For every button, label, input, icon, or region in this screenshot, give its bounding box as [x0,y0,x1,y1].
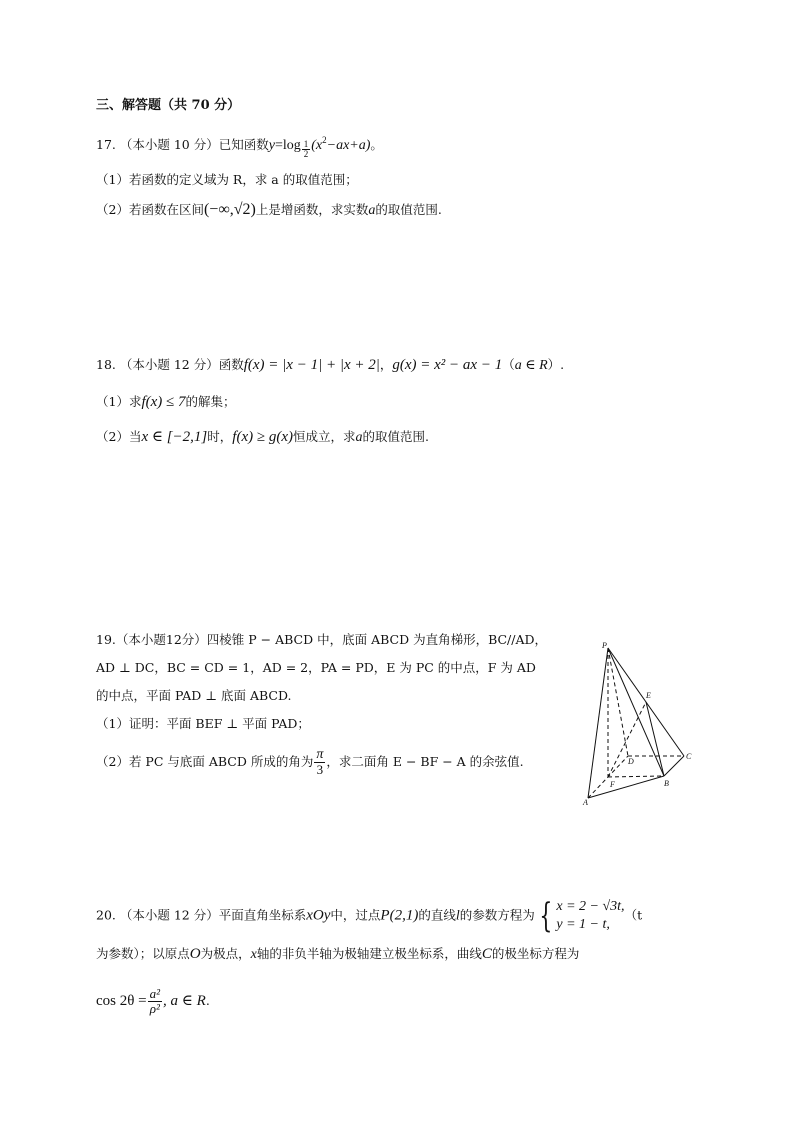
q18-part1-ineq: f(x) ≤ 7 [141,394,186,410]
q17-part2-a: （2）若函数在区间 [96,202,204,217]
q18-cond: a ∈ R [514,358,548,373]
q20-line2-d: 的极坐标方程为 [491,946,580,961]
q18-part2-ineq: f(x) ≥ g(x) [232,429,293,445]
q20-line2-a: 为参数）；以原点 [96,946,190,961]
q18-part2-c: 恒成立，求 [292,429,356,444]
q20-intro-c: 的直线 [418,907,456,923]
q20-line2-b: 为极点， [200,946,251,961]
q19-angle-fraction: $\frac{\pi}{3}$ [316,747,324,777]
q19-part1: （1）证明：平面 BEF ⊥ 平面 PAD； [96,716,310,731]
q20-polar-rhs: , a ∈ R [163,993,206,1009]
q18-number: 18. [96,357,116,372]
edge-eb [646,702,664,776]
q18-part1 [96,392,236,412]
q18-g-def: g(x) = x² − ax − 1 [392,357,503,373]
q20-eq2: y = 1 − t, [556,917,610,932]
edge-pb [608,648,664,776]
q18-line [96,355,564,376]
q20-intro-e: （t [624,907,643,923]
label-f: F [610,780,615,789]
q20-xaxis: x [250,947,257,962]
edge-bc [664,756,684,776]
q20-system [556,898,624,934]
label-e: E [646,691,651,700]
q20-intro-d: 的参数方程为 [459,907,535,923]
q19-line3: 的中点，平面 PAD ⊥ 底面 ABCD. [96,688,292,703]
q17-intro: （本小题 10 分）已知函数 [119,137,269,152]
label-a: A [583,798,588,806]
label-p: P [602,641,607,650]
q17-part2-c: 的取值范围. [375,202,442,217]
q17-log-base: $\frac{1}{2}$ [303,139,309,159]
q20-line3 [96,984,210,1018]
pyramid-figure [580,636,700,806]
q20-intro-b: 中，过点 [330,907,381,923]
q18-f-def: f(x) = |x − 1| + |x + 2| [243,357,380,373]
q20-number: 20. [96,907,116,923]
q18-cond-open: （ [502,357,515,372]
q20-origin: O [189,946,201,962]
label-c: C [686,752,692,761]
q19-part2 [96,748,524,777]
edge-fe [608,702,646,777]
q18-part2-d: 的取值范围. [362,429,429,444]
q17-formula-arg-open: (x [311,138,323,153]
q18-part2-dom: x ∈ [−2,1] [141,429,208,445]
q20-polar-fraction: $\frac{\text{a²}}{\text{ρ²}}$ [149,986,161,1016]
q17-formula-eq: =log [274,138,301,153]
q20-line2 [96,944,579,965]
q20-curve: C [481,946,492,962]
q18-part2-a: （2）当 [96,429,142,444]
edge-pa [588,648,608,798]
edge-pd [608,648,628,756]
q20-brace: { [539,896,553,936]
q17-line [96,130,383,159]
q18-part1-a: （1）求 [96,394,142,409]
q19-part2-b: ，求二面角 E − BF − A 的余弦值. [326,754,524,769]
q18-cond-close: ）. [547,357,565,372]
q17-formula-y: y [268,138,275,153]
q17-part1: （1）若函数的定义域为 R，求 a 的取值范围； [96,172,358,187]
q20-polar-end: . [205,993,210,1008]
q20-coord: xOy [306,907,331,924]
q18-part1-b: 的解集； [185,394,236,409]
section-header: 三、解答题（共 70 分） [96,98,241,113]
q17-formula-arg-rest: −ax+a) [326,138,371,153]
q20-intro-a: （本小题 12 分）平面直角坐标系 [119,907,307,923]
q20-line-var: l [455,908,460,924]
q20-line2-c: 轴的非负半轴为极轴建立极坐标系，曲线 [256,946,482,961]
q20-line1 [96,898,642,934]
label-d: D [628,757,634,766]
q19-line1: 19.（本小题12分）四棱锥 P − ABCD 中，底面 ABCD 为直角梯形，BC//AD， [96,632,548,647]
q20-polar-lhs: cos 2θ = [96,993,147,1009]
q17-part2 [96,200,442,221]
q20-eq1: x = 2 − √3t, [556,899,625,914]
q18-part2 [96,427,429,448]
q20-point: P(2,1) [380,907,419,924]
q17-number: 17. [96,137,116,152]
q17-end: 。 [370,137,383,152]
q17-part2-interval: (−∞,√2) [203,201,256,218]
q18-part2-b: 时， [207,429,233,444]
edge-ab [588,776,664,798]
q17-formula-sup: 2 [322,135,327,145]
q18-part2-var: a [355,430,363,445]
label-b: B [664,779,669,788]
q19-part2-a: （2）若 PC 与底面 ABCD 所成的角为 [96,754,314,769]
q18-sep: ， [379,357,393,372]
q17-part2-var: a [368,203,376,218]
edge-fb [608,776,664,777]
q18-intro: （本小题 12 分）函数 [119,357,244,372]
q19-line2: AD ⊥ DC，BC = CD = 1，AD = 2，PA = PD，E 为 PC 的中点，F 为 AD [96,660,536,675]
q17-part2-b: 上是增函数，求实数 [255,202,369,217]
